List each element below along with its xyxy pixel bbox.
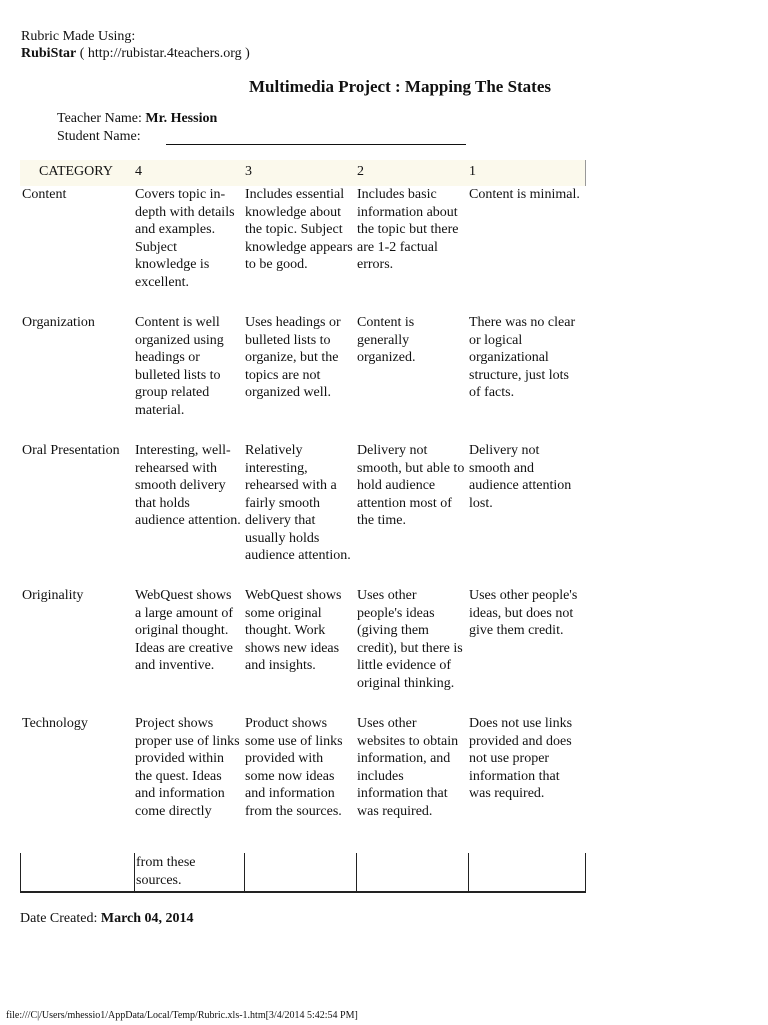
row-cell-score-2: Delivery not smooth, but able to hold audience attention most of the time. bbox=[357, 443, 465, 528]
column-header-2: 2 bbox=[357, 164, 364, 179]
column-header-category: CATEGORY bbox=[39, 164, 113, 179]
teacher-name-label: Teacher Name: bbox=[57, 111, 146, 126]
row-cell-score-2: Content is generally organized. bbox=[357, 315, 416, 365]
student-name-label: Student Name: bbox=[57, 129, 141, 144]
row-cell-score-3: Relatively interesting, rehearsed with a fairly smooth delivery that usually holds audience attention. bbox=[245, 443, 351, 563]
row-cell-score-3: Uses headings or bulleted lists to organize, but the topics are not organized well. bbox=[245, 315, 341, 400]
file-path-footer: file:///C|/Users/mhessio1/AppData/Local/Temp/Rubric.xls-1.htm[3/4/2014 5:42:54 PM] bbox=[6, 1010, 358, 1021]
row-cell-score-3: Product shows some use of links provided with some now ideas and information from the sources. bbox=[245, 716, 343, 819]
row-cell-score-2: Uses other websites to obtain information, and includes information that was required. bbox=[357, 716, 459, 819]
column-header-1: 1 bbox=[469, 164, 476, 179]
teacher-name-value: Mr. Hession bbox=[145, 111, 218, 126]
page-title: Multimedia Project : Mapping The States bbox=[248, 77, 552, 96]
column-header-3: 3 bbox=[245, 164, 252, 179]
table-row-technology bbox=[20, 715, 586, 845]
table-row-oral-presentation bbox=[20, 442, 586, 587]
row-category: Organization bbox=[22, 315, 95, 330]
teacher-name-line bbox=[57, 110, 217, 128]
column-divider bbox=[468, 853, 469, 891]
column-divider bbox=[134, 853, 135, 891]
continuation-text: from these sources. bbox=[136, 855, 196, 888]
row-cell-score-4: Covers topic in-depth with details and examples. Subject knowledge is excellent. bbox=[135, 187, 235, 290]
row-cell-score-1: Delivery not smooth and audience attention lost. bbox=[469, 443, 572, 511]
row-category: Oral Presentation bbox=[22, 443, 120, 458]
student-name-blank[interactable] bbox=[166, 144, 466, 145]
row-cell-score-3: Includes essential knowledge about the topic. Subject knowledge appears to be good. bbox=[245, 187, 353, 272]
row-cell-score-2: Uses other people's ideas (giving them credit), but there is little evidence of original thinking. bbox=[357, 588, 463, 691]
table-header-row bbox=[20, 160, 586, 186]
row-cell-score-1: There was no clear or logical organizational structure, just lots of facts. bbox=[469, 315, 576, 400]
row-category: Content bbox=[22, 187, 67, 202]
table-row-content bbox=[20, 186, 586, 314]
row-cell-score-4: WebQuest shows a large amount of original thought. Ideas are creative and inventive. bbox=[135, 588, 234, 673]
row-cell-score-1: Does not use links provided and does not use proper information that was required. bbox=[469, 716, 573, 801]
table-row-organization bbox=[20, 314, 586, 442]
table-row-originality bbox=[20, 587, 586, 715]
row-cell-score-4: Project shows proper use of links provided within the quest. Ideas and information come directly bbox=[135, 716, 240, 819]
table-continuation-row bbox=[20, 853, 586, 893]
date-created bbox=[20, 910, 194, 928]
rubric-table bbox=[20, 160, 586, 845]
date-created-value: March 04, 2014 bbox=[100, 911, 194, 926]
row-category: Technology bbox=[22, 716, 88, 731]
row-cell-score-4: Content is well organized using headings or bulleted lists to group related material. bbox=[135, 315, 224, 418]
column-divider bbox=[356, 853, 357, 891]
row-cell-score-1: Content is minimal. bbox=[469, 187, 580, 202]
brand-name: RubiStar bbox=[21, 46, 77, 61]
made-using-label: Rubric Made Using: bbox=[21, 29, 136, 44]
row-cell-score-3: WebQuest shows some original thought. Work shows new ideas and insights. bbox=[245, 588, 342, 673]
rubistar-credit bbox=[21, 45, 250, 63]
rubistar-url: ( http://rubistar.4teachers.org ) bbox=[76, 46, 250, 61]
row-cell-score-4: Interesting, well-rehearsed with smooth delivery that holds audience attention. bbox=[135, 443, 241, 528]
column-divider bbox=[244, 853, 245, 891]
row-cell-score-2: Includes basic information about the topic but there are 1-2 factual errors. bbox=[357, 187, 459, 272]
row-cell-score-1: Uses other people's ideas, but does not give them credit. bbox=[469, 588, 578, 638]
row-category: Originality bbox=[22, 588, 84, 603]
column-header-4: 4 bbox=[135, 164, 142, 179]
date-created-label: Date Created: bbox=[20, 911, 101, 926]
